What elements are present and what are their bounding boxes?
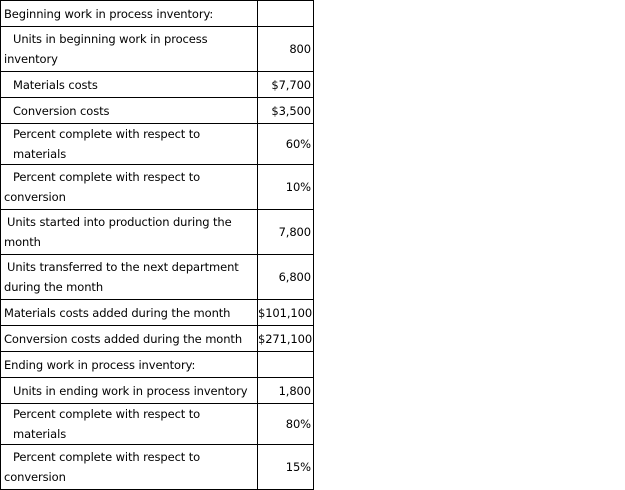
row-label-line1: Units transferred to the next department (7, 260, 239, 274)
table-row (1, 27, 314, 72)
row-label (1, 445, 258, 490)
row-label (1, 210, 258, 255)
table-row (1, 445, 314, 490)
row-label: Materials costs added during the month (1, 300, 258, 326)
row-value: 10% (258, 165, 314, 210)
row-value: 60% (258, 124, 314, 165)
row-label: Materials costs (1, 72, 258, 98)
row-value (258, 352, 314, 378)
row-value: $7,700 (258, 72, 314, 98)
row-label-line2: during the month (4, 280, 104, 294)
row-value: 80% (258, 404, 314, 445)
table-row (1, 352, 314, 378)
table-row (1, 124, 314, 165)
table-row (1, 326, 314, 352)
table-row (1, 165, 314, 210)
table-row (1, 300, 314, 326)
row-label: Ending work in process inventory: (1, 352, 258, 378)
table-row (1, 404, 314, 445)
row-value: 800 (258, 27, 314, 72)
table-row (1, 98, 314, 124)
table-row (1, 255, 314, 300)
row-label: Beginning work in process inventory: (1, 1, 258, 27)
row-value: $271,100 (258, 326, 314, 352)
row-label (1, 27, 258, 72)
row-label: Percent complete with respect to materials (1, 124, 258, 165)
row-label-line2: month (4, 235, 41, 249)
row-label-line1: Percent complete with respect to (13, 170, 201, 184)
row-label-line1: Percent complete with respect to (13, 450, 201, 464)
row-label-line2: conversion (4, 190, 66, 204)
row-label: Conversion costs (1, 98, 258, 124)
row-label (1, 255, 258, 300)
row-label-line2: conversion (4, 470, 66, 484)
row-value: $3,500 (258, 98, 314, 124)
row-value: 6,800 (258, 255, 314, 300)
row-label-line2: inventory (4, 52, 58, 66)
row-label-line1: Units in beginning work in process (13, 32, 208, 46)
table-row (1, 1, 314, 27)
table-row (1, 210, 314, 255)
row-label: Conversion costs added during the month (1, 326, 258, 352)
row-value: 7,800 (258, 210, 314, 255)
row-label (1, 165, 258, 210)
table-row (1, 378, 314, 404)
table-row (1, 72, 314, 98)
row-value: 1,800 (258, 378, 314, 404)
row-label-line1: Units started into production during the (7, 215, 232, 229)
row-value: 15% (258, 445, 314, 490)
row-label: Units in ending work in process inventory (1, 378, 258, 404)
row-value: $101,100 (258, 300, 314, 326)
row-value (258, 1, 314, 27)
row-label: Percent complete with respect to materials (1, 404, 258, 445)
